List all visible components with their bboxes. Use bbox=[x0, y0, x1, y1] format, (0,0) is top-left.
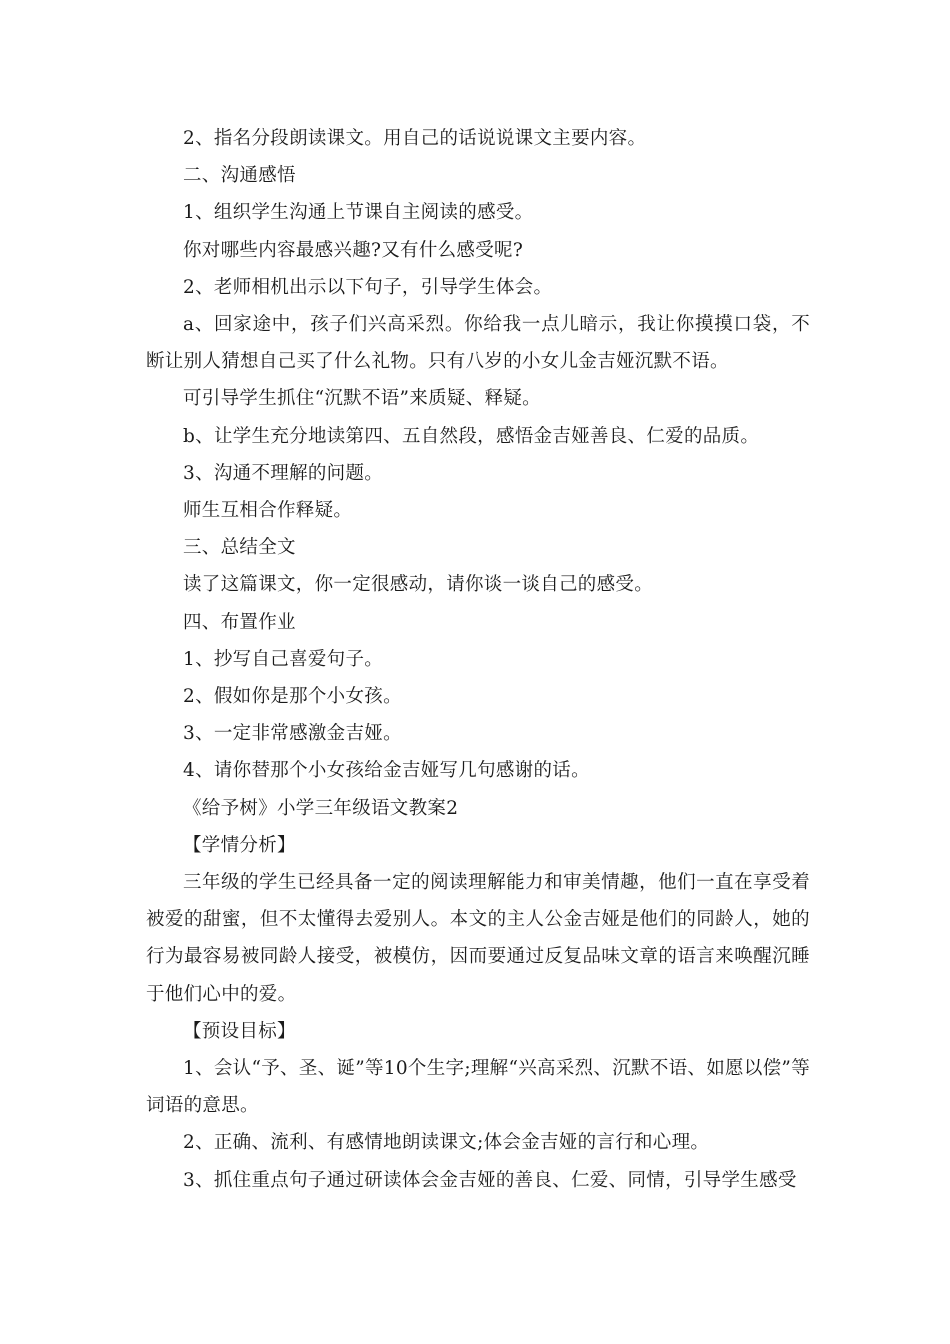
document-page bbox=[146, 120, 810, 1199]
paragraph: 3、沟通不理解的问题。 bbox=[183, 462, 384, 484]
paragraph: 三年级的学生已经具备一定的阅读理解能力和审美情趣，他们一直在享受着被爱的甜蜜，但不太懂得去爱别人。本文的主人公金吉娅是他们的同龄人，她的行为最容易被同龄人接受，被模仿，因而要通过反复品味文章的语言来唤醒沉睡于他们心中的爱。 bbox=[146, 872, 810, 1005]
paragraph: 可引导学生抓住“沉默不语”来质疑、释疑。 bbox=[183, 388, 541, 410]
paragraph: 你对哪些内容最感兴趣?又有什么感受呢? bbox=[183, 239, 524, 261]
paragraph: 1、抄写自己喜爱句子。 bbox=[183, 648, 384, 670]
paragraph: 师生互相合作释疑。 bbox=[183, 500, 353, 522]
paragraph: a、回家途中，孩子们兴高采烈。你给我一点儿暗示，我让你摸摸口袋，不断让别人猜想自己买了什么礼物。只有八岁的小女儿金吉娅沉默不语。 bbox=[146, 314, 810, 373]
paragraph: 3、一定非常感激金吉娅。 bbox=[183, 723, 402, 745]
paragraph: 1、组织学生沟通上节课自主阅读的感受。 bbox=[183, 202, 534, 224]
paragraph: 2、老师相机出示以下句子，引导学生体会。 bbox=[183, 276, 553, 298]
paragraph: 3、抓住重点句子通过研读体会金吉娅的善良、仁爱、同情，引导学生感受 bbox=[183, 1169, 797, 1191]
section-heading: 【预设目标】 bbox=[183, 1020, 296, 1042]
section-heading: 四、布置作业 bbox=[183, 611, 296, 633]
lesson-title: 《给予树》小学三年级语文教案2 bbox=[183, 797, 459, 819]
paragraph: 4、请你替那个小女孩给金吉娅写几句感谢的话。 bbox=[183, 760, 590, 782]
section-heading: 二、沟通感悟 bbox=[183, 165, 296, 187]
paragraph: 1、会认“予、圣、诞”等10个生字;理解“兴高采烈、沉默不语、如愿以偿”等词语的意思。 bbox=[146, 1058, 810, 1117]
paragraph: b、让学生充分地读第四、五自然段，感悟金吉娅善良、仁爱的品质。 bbox=[183, 425, 760, 447]
section-heading: 【学情分析】 bbox=[183, 834, 296, 856]
paragraph: 读了这篇课文，你一定很感动，请你谈一谈自己的感受。 bbox=[183, 574, 654, 596]
paragraph: 2、正确、流利、有感情地朗读课文;体会金吉娅的言行和心理。 bbox=[183, 1132, 710, 1154]
paragraph: 2、指名分段朗读课文。用自己的话说说课文主要内容。 bbox=[183, 128, 647, 149]
paragraph: 2、假如你是那个小女孩。 bbox=[183, 686, 402, 708]
section-heading: 三、总结全文 bbox=[183, 537, 296, 559]
